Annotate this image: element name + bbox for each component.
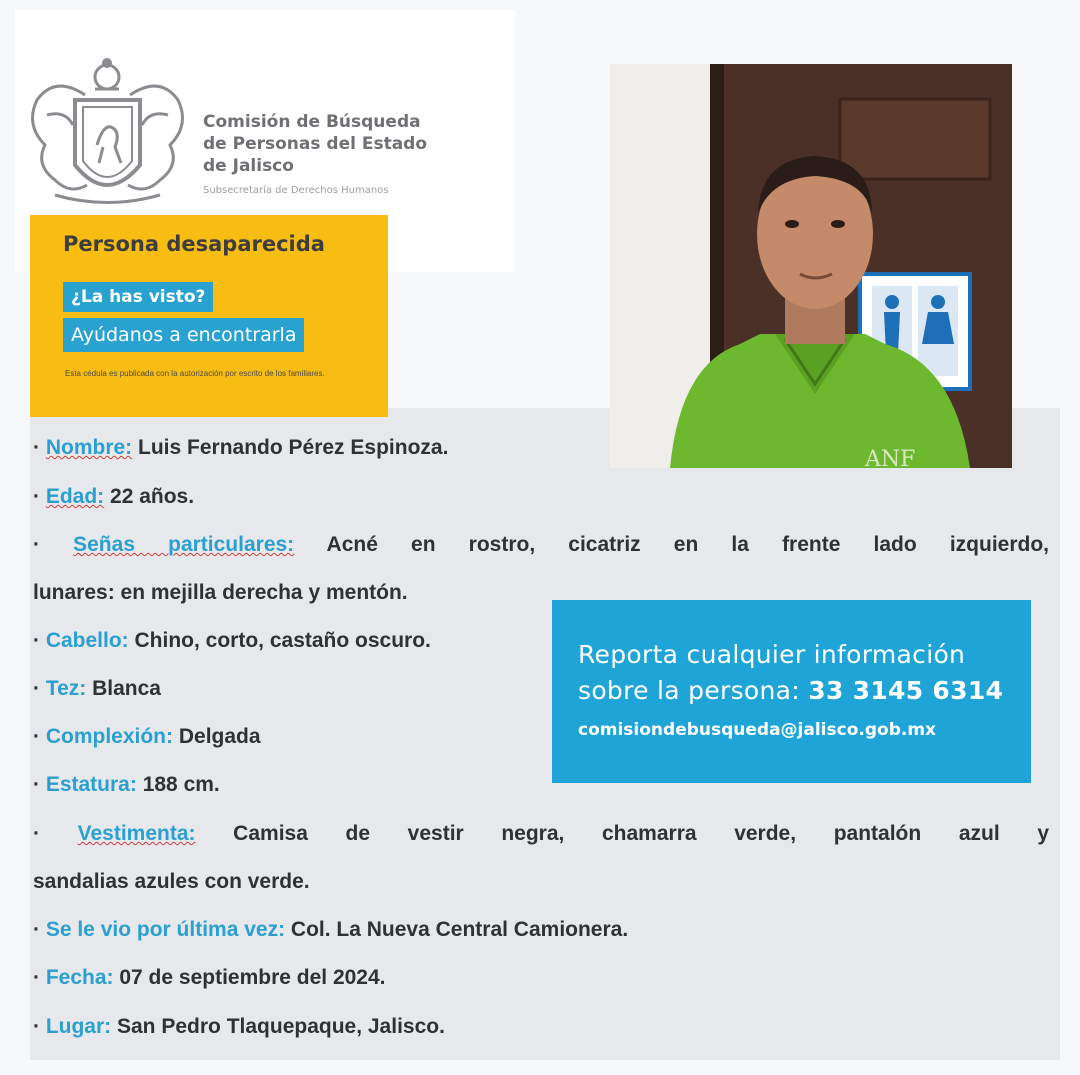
org-line-2: de Personas del Estado <box>203 134 428 154</box>
detail-vestimenta-cont <box>33 870 310 894</box>
detail-vestimenta: · Vestimenta: Camisa de vestir negra, chamarra verde, pantalón azul y <box>33 822 1049 845</box>
label-lugar: Lugar: <box>45 1015 112 1038</box>
banner-help: Ayúdanos a encontrarla <box>63 318 304 352</box>
jalisco-crest-logo <box>25 55 190 215</box>
report-email[interactable]: comisiondebusqueda@jalisco.gob.mx <box>578 720 936 740</box>
report-info-box <box>552 600 1031 783</box>
banner-note: Esta cédula es publicada con la autorización por escrito de los familiares. <box>65 369 325 378</box>
report-prefix: sobre la persona: <box>578 676 800 705</box>
value-senas-2: lunares: en mejilla derecha y mentón. <box>33 581 408 604</box>
detail-complexion: · Complexión: Delgada <box>33 725 261 748</box>
banner-title: Persona desaparecida <box>63 232 325 256</box>
label-estatura: Estatura: <box>45 773 137 796</box>
value-senas-1: Acné en rostro, cicatriz en la frente lado izquierdo, <box>326 533 1050 556</box>
label-tez: Tez: <box>45 677 87 700</box>
organization-subtitle: Subsecretaría de Derechos Humanos <box>203 185 389 196</box>
detail-edad: · Edad: 22 años. <box>33 485 195 508</box>
detail-senas-cont <box>33 581 408 605</box>
value-estatura: 188 cm. <box>142 773 220 796</box>
banner-question: ¿La has visto? <box>63 282 213 312</box>
detail-senas: · Señas particulares: Acné en rostro, cicatriz en la frente lado izquierdo, <box>33 533 1050 556</box>
value-cabello: Chino, corto, castaño oscuro. <box>134 629 431 652</box>
label-senas: Señas particulares: <box>73 533 295 556</box>
shirt-logo-text: ANF <box>865 447 916 468</box>
detail-fecha: · Fecha: 07 de septiembre del 2024. <box>33 966 386 989</box>
value-fecha: 07 de septiembre del 2024. <box>119 966 386 989</box>
label-visto: Se le vio por última vez: <box>45 918 286 941</box>
detail-estatura: · Estatura: 188 cm. <box>33 773 220 796</box>
label-cabello: Cabello: <box>45 629 129 652</box>
detail-nombre: · Nombre: Luis Fernando Pérez Espinoza. <box>33 436 449 459</box>
org-line-3: de Jalisco <box>203 156 294 176</box>
org-line-1: Comisión de Búsqueda <box>203 112 421 132</box>
report-phone[interactable]: 33 3145 6314 <box>808 676 1004 705</box>
detail-cabello: · Cabello: Chino, corto, castaño oscuro. <box>33 629 431 652</box>
label-fecha: Fecha: <box>45 966 114 989</box>
organization-name <box>203 111 503 177</box>
detail-visto: · Se le vio por última vez: Col. La Nueva Central Camionera. <box>33 918 629 941</box>
value-visto: Col. La Nueva Central Camionera. <box>290 918 629 941</box>
label-complexion: Complexión: <box>45 725 173 748</box>
value-nombre: Luis Fernando Pérez Espinoza. <box>138 436 449 459</box>
label-edad: Edad: <box>45 485 105 508</box>
value-edad: 22 años. <box>110 485 195 508</box>
value-tez: Blanca <box>92 677 161 700</box>
detail-lugar: · Lugar: San Pedro Tlaquepaque, Jalisco. <box>33 1015 445 1038</box>
value-lugar: San Pedro Tlaquepaque, Jalisco. <box>117 1015 445 1038</box>
report-line-2 <box>578 676 1003 705</box>
value-vestimenta-1: Camisa de vestir negra, chamarra verde, pantalón azul y <box>233 822 1049 845</box>
report-line-1: Reporta cualquier información <box>578 640 966 669</box>
label-vestimenta: Vestimenta: <box>77 822 196 845</box>
value-complexion: Delgada <box>178 725 261 748</box>
label-nombre: Nombre: <box>45 436 133 459</box>
missing-person-photo <box>610 64 1012 468</box>
detail-tez: · Tez: Blanca <box>33 677 161 700</box>
missing-person-banner <box>30 215 388 417</box>
value-vestimenta-2: sandalias azules con verde. <box>33 870 310 893</box>
